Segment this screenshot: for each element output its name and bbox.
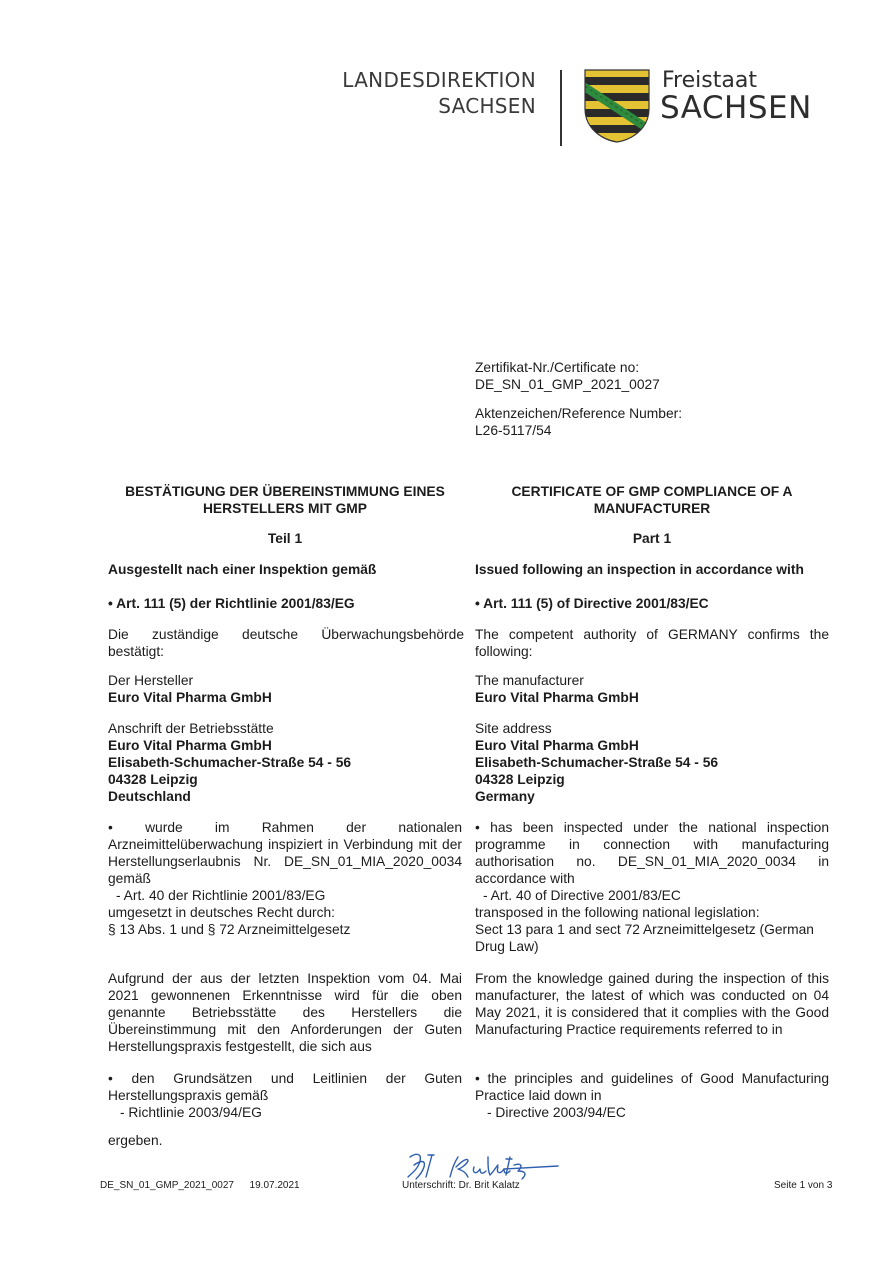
certificate-number: DE_SN_01_GMP_2021_0027 — [475, 377, 660, 392]
german-site-street: Elisabeth-Schumacher-Straße 54 - 56 — [108, 755, 352, 770]
german-transposed: umgesetzt in deutsches Recht durch: — [108, 905, 336, 920]
english-site-name: Euro Vital Pharma GmbH — [475, 738, 639, 753]
german-knowledge-text: Aufgrund der aus der letzten Inspektion vom 04. Mai 2021 gewonnenen Erkenntnisse wird für die oben genannte Betriebsstätte des Herstellers die Übereinstimmung mit den Anforderungen der Guten Herstellungspraxis festgestellt, die sich aus — [108, 971, 462, 1054]
english-title: CERTIFICATE OF GMP COMPLIANCE OF A MANUFACTURER — [511, 484, 793, 516]
english-principles-block — [475, 1070, 829, 1121]
footer-date: 19.07.2021 — [249, 1180, 300, 1191]
english-manufacturer-label: The manufacturer — [475, 673, 584, 688]
english-knowledge-text: From the knowledge gained during the inspection of this manufacturer, the latest of which was conducted on 04 May 2021, it is considered that it complies with the Good Manufacturing Practice requirements referred to in — [475, 971, 829, 1037]
german-manufacturer-block — [108, 672, 462, 706]
english-inspection-block — [475, 819, 829, 955]
german-site-country: Deutschland — [108, 789, 191, 804]
english-principles: • the principles and guidelines of Good Manufacturing Practice laid down in — [475, 1071, 829, 1103]
footer-doc-info — [100, 1180, 300, 1192]
german-principles: • den Grundsätzen und Leitlinien der Guten Herstellungspraxis gemäß — [108, 1071, 462, 1103]
english-inspected-article: - Art. 40 of Directive 2001/83/EC — [483, 888, 681, 903]
english-site-street: Elisabeth-Schumacher-Straße 54 - 56 — [475, 755, 719, 770]
german-inspected-text: • wurde im Rahmen der nationalen Arzneimittelüberwachung inspiziert in Verbindung mit der Herstellungserlaubnis Nr. DE_SN_01_MIA_2020_0034 gemäß — [108, 820, 462, 886]
german-law: § 13 Abs. 1 und § 72 Arzneimittelgesetz — [108, 922, 351, 937]
german-site-name: Euro Vital Pharma GmbH — [108, 738, 272, 753]
german-inspection-block — [108, 819, 462, 938]
signature-label: Unterschrift: Dr. Brit Kalatz — [402, 1180, 520, 1191]
authority-line-2: SACHSEN — [438, 94, 536, 118]
german-principles-block — [108, 1070, 462, 1121]
coat-of-arms-icon — [584, 69, 650, 143]
english-transposed: transposed in the following national legislation: — [475, 905, 760, 920]
german-site-city: 04328 Leipzig — [108, 772, 198, 787]
footer-doc-id: DE_SN_01_GMP_2021_0027 — [100, 1180, 234, 1191]
german-manufacturer-label: Der Hersteller — [108, 673, 194, 688]
english-part: Part 1 — [632, 531, 672, 546]
english-directive: - Directive 2003/94/EC — [487, 1105, 626, 1120]
german-article: • Art. 111 (5) der Richtlinie 2001/83/EG — [108, 596, 355, 611]
german-directive: - Richtlinie 2003/94/EG — [120, 1105, 262, 1120]
state-line-2: SACHSEN — [660, 90, 812, 126]
signature-icon — [402, 1147, 562, 1183]
english-site-city: 04328 Leipzig — [475, 772, 565, 787]
reference-number: L26-5117/54 — [475, 423, 552, 438]
page-indicator: Seite 1 von 3 — [774, 1180, 833, 1191]
english-issued-heading: Issued following an inspection in accordance with — [475, 562, 804, 577]
german-manufacturer-name: Euro Vital Pharma GmbH — [108, 690, 272, 705]
english-site-label: Site address — [475, 721, 552, 736]
english-manufacturer-name: Euro Vital Pharma GmbH — [475, 690, 639, 705]
authority-name — [300, 67, 536, 119]
english-inspected-text: • has been inspected under the national inspection programme in connection with manufacturing authorisation no. DE_SN_01_MIA_2020_0034 in accordance with — [475, 820, 829, 886]
english-site-block — [475, 720, 829, 805]
reference-number-label: Aktenzeichen/Reference Number: — [475, 406, 683, 421]
english-manufacturer-block — [475, 672, 829, 706]
certificate-number-label: Zertifikat-Nr./Certificate no: — [475, 360, 640, 375]
english-site-country: Germany — [475, 789, 535, 804]
german-result: ergeben. — [108, 1133, 163, 1148]
german-title: BESTÄTIGUNG DER ÜBEREINSTIMMUNG EINES HERSTELLERS MIT GMP — [125, 484, 445, 516]
english-law: Sect 13 para 1 and sect 72 Arzneimittelgesetz (German Drug Law) — [475, 922, 814, 954]
english-confirm: The competent authority of GERMANY confirms the following: — [475, 627, 829, 659]
german-confirm: Die zuständige deutsche Überwachungsbehörde bestätigt: — [108, 627, 464, 659]
german-part: Teil 1 — [267, 531, 303, 546]
authority-line-1: LANDESDIREKTION — [342, 68, 536, 92]
header-divider — [560, 70, 562, 146]
german-inspected-article: - Art. 40 der Richtlinie 2001/83/EG — [116, 888, 326, 903]
state-line-1: Freistaat — [662, 68, 757, 93]
german-issued-heading: Ausgestellt nach einer Inspektion gemäß — [108, 562, 377, 577]
english-article: • Art. 111 (5) of Directive 2001/83/EC — [475, 596, 709, 611]
german-site-label: Anschrift der Betriebsstätte — [108, 721, 274, 736]
german-site-block — [108, 720, 462, 805]
